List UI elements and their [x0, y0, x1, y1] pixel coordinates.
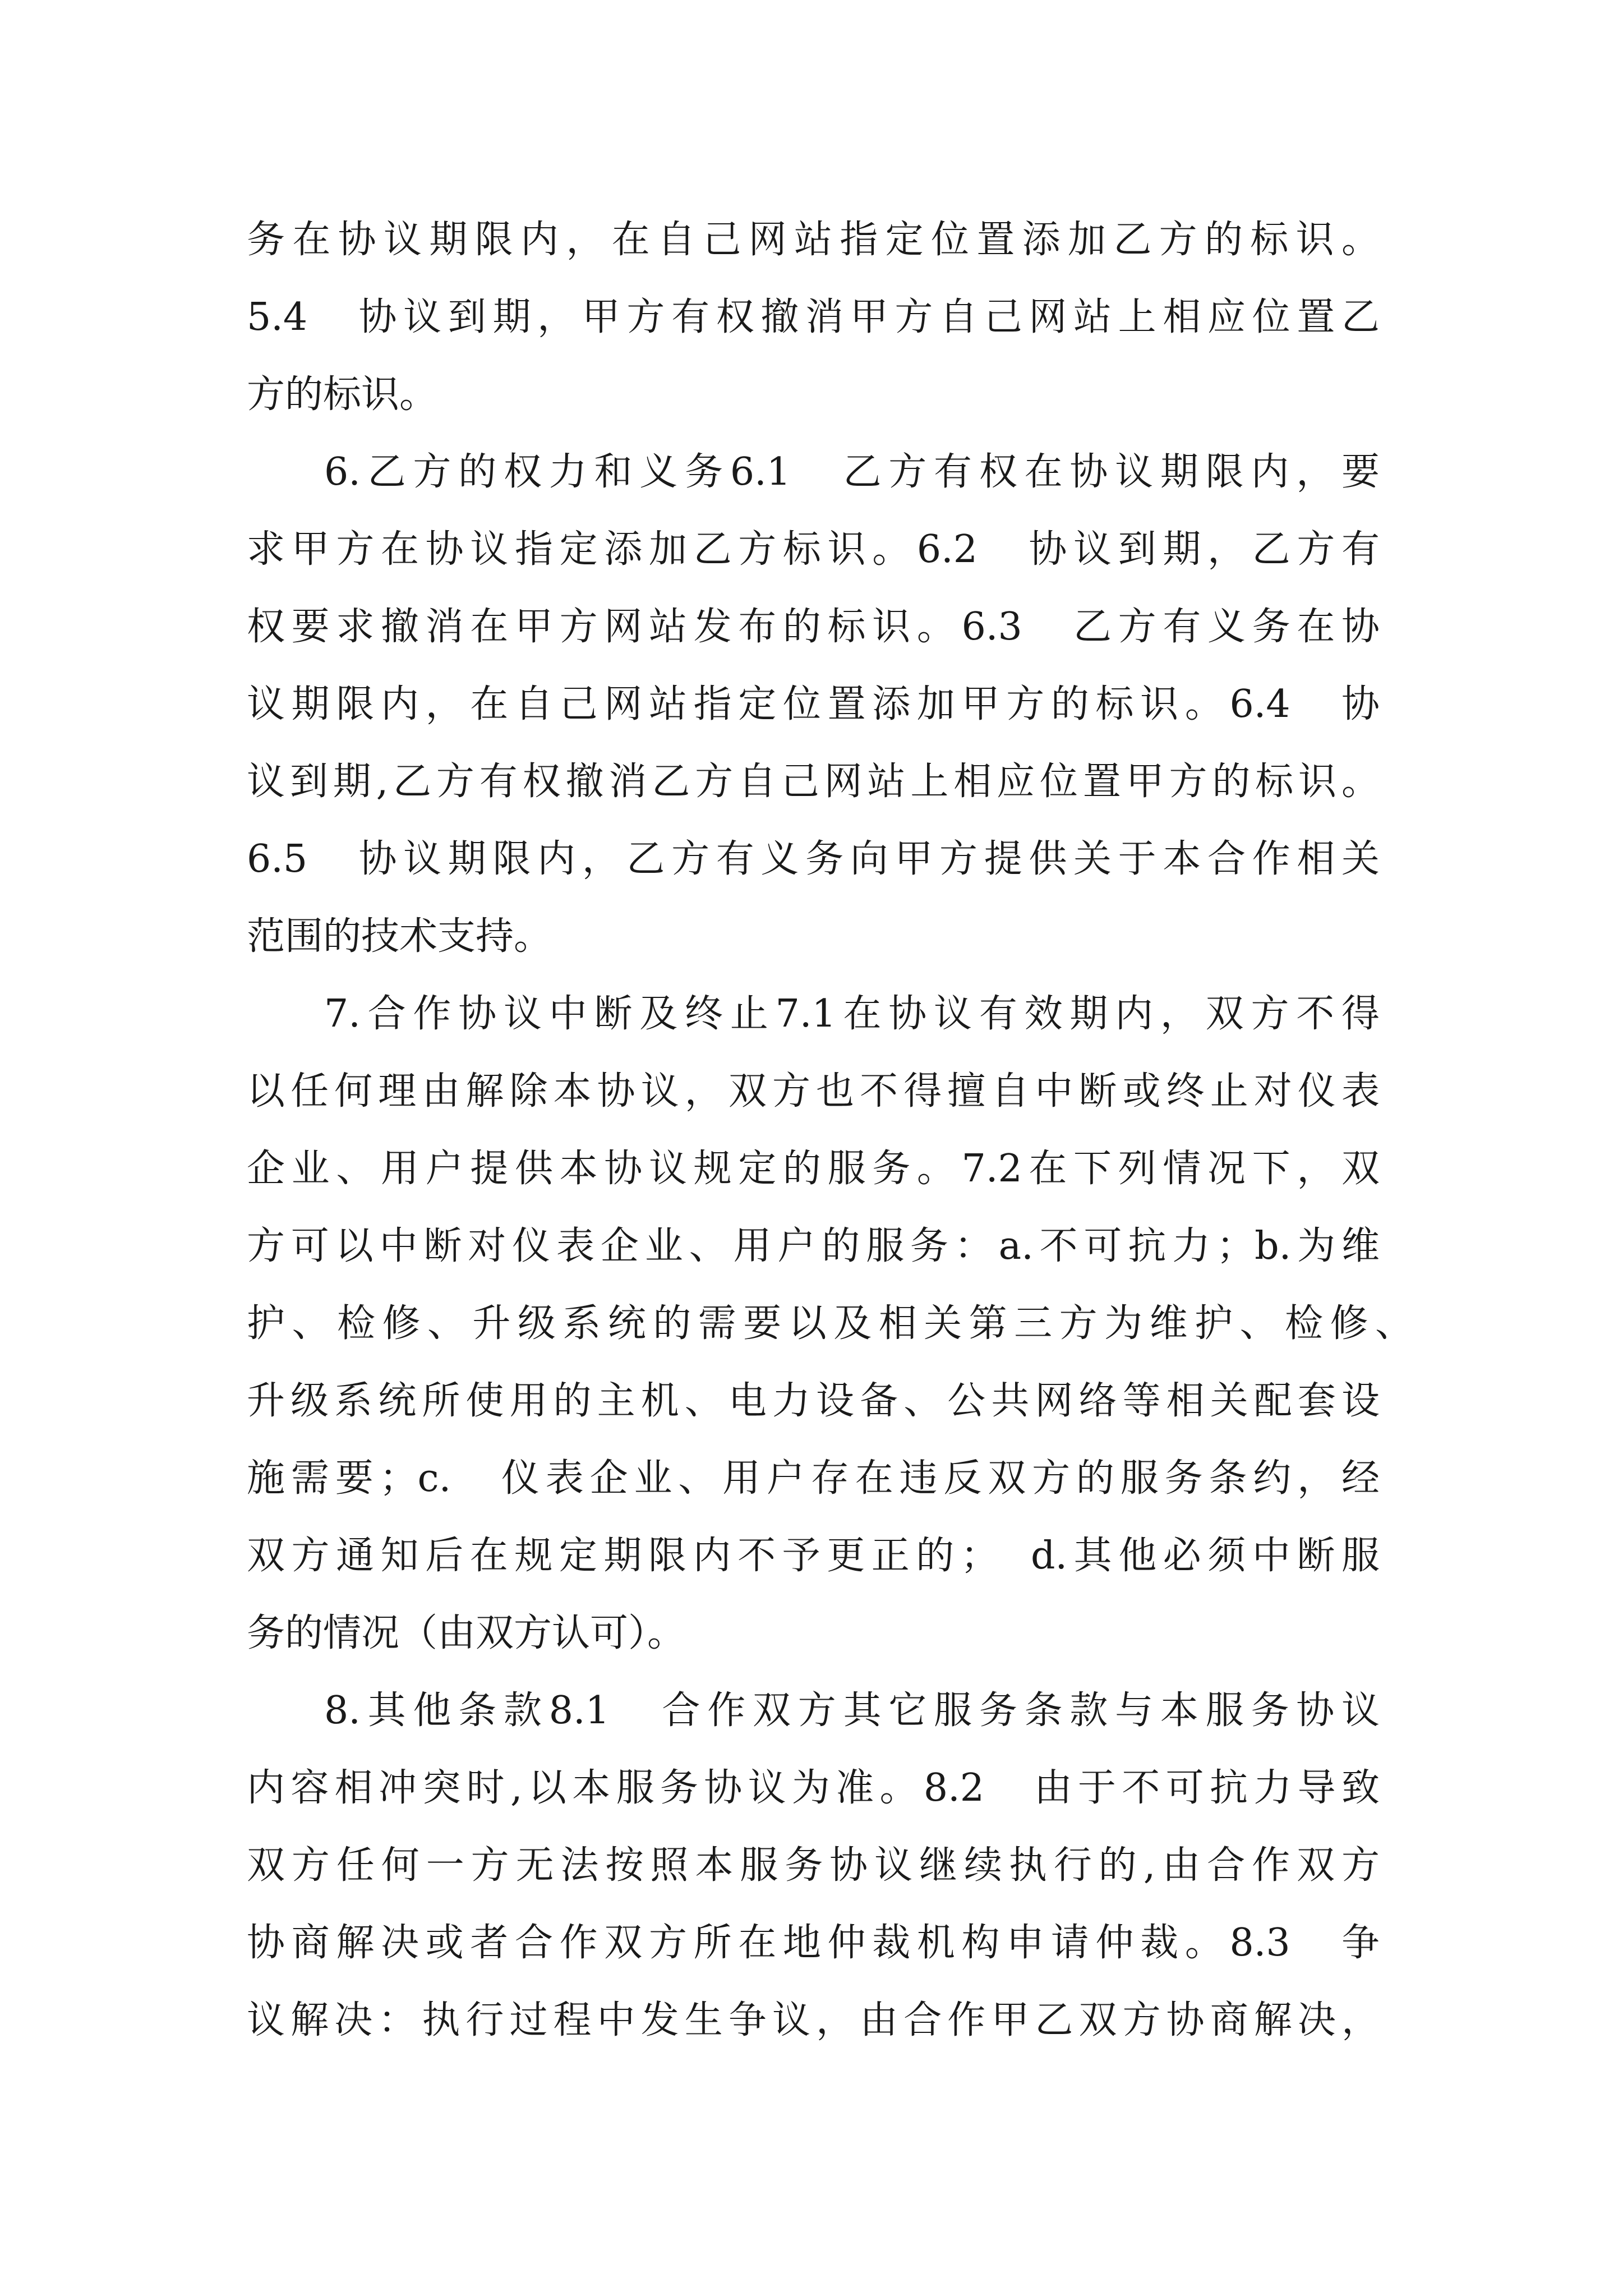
section-8-heading-line: 8.其他条款8.1 合作双方其它服务条款与本服务协议 — [324, 1688, 1380, 1733]
text-line-17: 施需要；c. 仪表企业、用户存在违反双方的服务条约，经 — [247, 1456, 1380, 1501]
text-line-19: 务的情况（由双方认可）。 — [247, 1611, 686, 1655]
text-line-10: 范围的技术支持。 — [247, 914, 552, 959]
text-line-24: 议解决：执行过程中发生争议，由合作甲乙双方协商解决， — [247, 1998, 1380, 2042]
text-line-21: 内容相冲突时,以本服务协议为准。8.2 由于不可抗力导致 — [247, 1766, 1380, 1810]
text-line-6: 权要求撤消在甲方网站发布的标识。6.3 乙方有义务在协 — [247, 605, 1380, 649]
text-line-9: 6.5 协议期限内，乙方有义务向甲方提供关于本合作相关 — [247, 837, 1380, 881]
text-line-15: 护、检修、升级系统的需要以及相关第三方为维护、检修、 — [247, 1301, 1413, 1346]
text-line-16: 升级系统所使用的主机、电力设备、公共网络等相关配套设 — [247, 1379, 1380, 1423]
text-line-1: 务在协议期限内，在自己网站指定位置添加乙方的标识。 — [247, 218, 1380, 262]
text-line-3: 方的标识。 — [247, 372, 438, 417]
text-line-5: 求甲方在协议指定添加乙方标识。6.2 协议到期，乙方有 — [247, 527, 1380, 572]
text-line-2: 5.4 协议到期，甲方有权撤消甲方自己网站上相应位置乙 — [247, 295, 1380, 339]
text-line-18: 双方通知后在规定期限内不予更正的； d.其他必须中断服 — [247, 1534, 1380, 1578]
section-7-heading-line: 7.合作协议中断及终止7.1在协议有效期内，双方不得 — [324, 992, 1380, 1036]
text-line-8: 议到期,乙方有权撤消乙方自己网站上相应位置甲方的标识。 — [247, 760, 1380, 804]
text-line-22: 双方任何一方无法按照本服务协议继续执行的,由合作双方 — [247, 1843, 1380, 1888]
text-line-13: 企业、用户提供本协议规定的服务。7.2在下列情况下，双 — [247, 1147, 1380, 1191]
text-line-7: 议期限内，在自己网站指定位置添加甲方的标识。6.4 协 — [247, 682, 1380, 726]
text-line-14: 方可以中断对仪表企业、用户的服务：a.不可抗力；b.为维 — [247, 1224, 1380, 1268]
text-line-23: 协商解决或者合作双方所在地仲裁机构申请仲裁。8.3 争 — [247, 1921, 1380, 1965]
section-6-heading-line: 6.乙方的权力和义务6.1 乙方有权在协议期限内，要 — [324, 450, 1380, 494]
text-line-12: 以任何理由解除本协议，双方也不得擅自中断或终止对仪表 — [247, 1069, 1380, 1114]
